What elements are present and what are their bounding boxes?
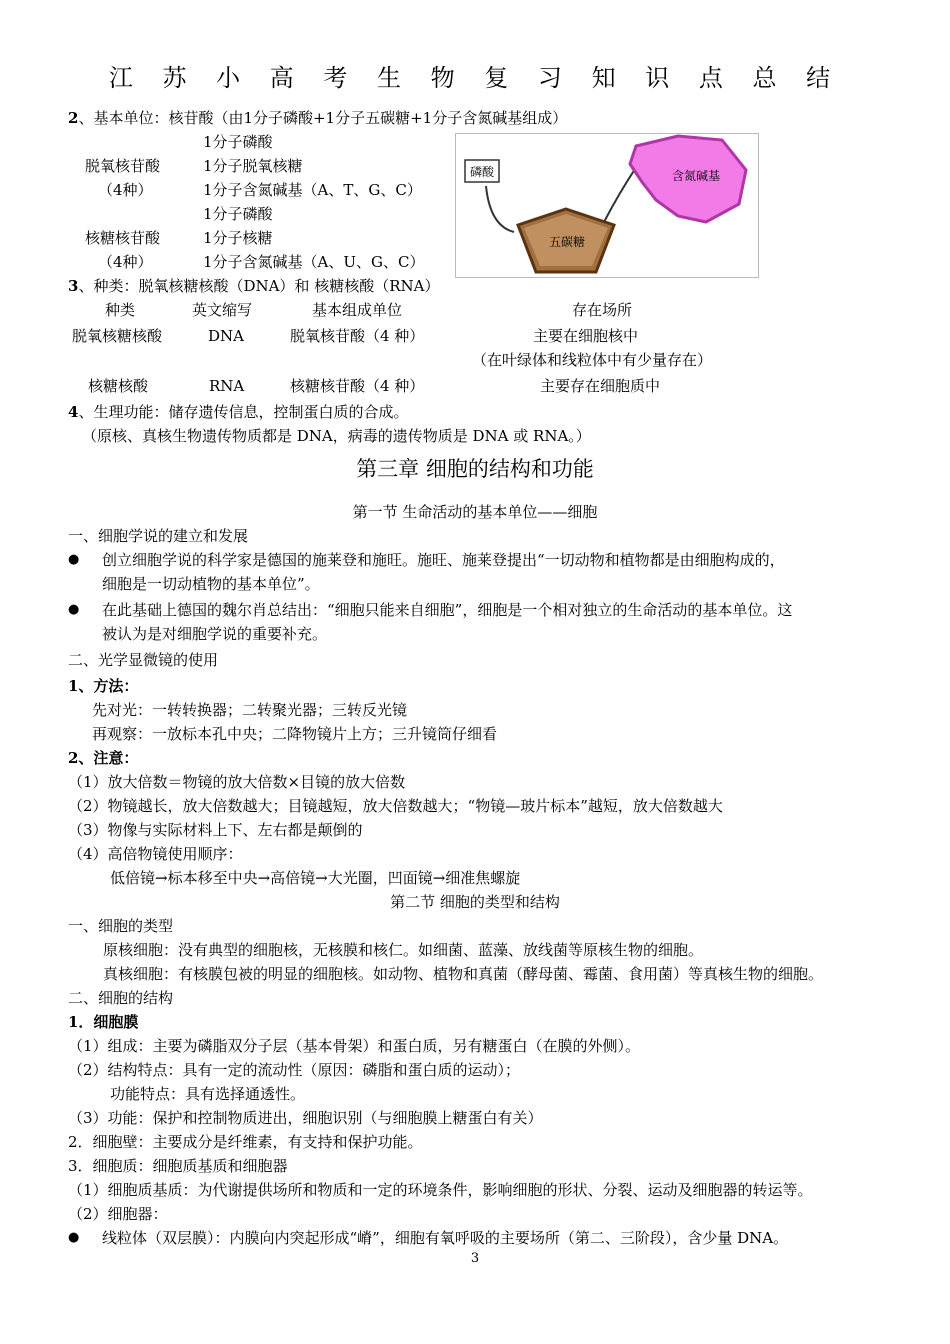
note-3: （3）物像与实际材料上下、左右都是颠倒的 (68, 821, 363, 839)
r-name: 核糖核苷酸 (85, 229, 161, 247)
mitochondria-text: 线粒体（双层膜）：内膜向内突起形成“嵴”，细胞有氧呼吸的主要场所（第二、三阶段），含少量 DNA。 (102, 1229, 789, 1247)
d-count: （4种） (98, 181, 153, 199)
note-1: （1）放大倍数＝物镜的放大倍数×目镜的放大倍数 (68, 773, 406, 791)
cytoplasm-heading: 3．细胞质：细胞质基质和细胞器 (68, 1157, 288, 1175)
section-2-title: 第二节 细胞的类型和结构 (390, 893, 560, 911)
row1-type: 脱氧核糖核酸 (72, 327, 163, 345)
note-4: （4）高倍物镜使用顺序： (68, 845, 243, 863)
document-title: 江 苏 小 高 考 生 物 复 习 知 识 点 总 结 (108, 64, 842, 92)
col-header-abbr: 英文缩写 (192, 301, 253, 319)
heading-cell-types: 一、细胞的类型 (68, 917, 174, 935)
cell-wall-text: 2．细胞壁：主要成分是纤维素，有支持和保护功能。 (68, 1133, 423, 1151)
r-count: （4种） (98, 253, 153, 271)
phosphate-label: 磷酸 (469, 165, 495, 179)
notes-heading: 2、注意： (68, 749, 139, 767)
col-header-unit: 基本组成单位 (312, 301, 403, 319)
heading-microscope: 二、光学显微镜的使用 (68, 651, 219, 669)
membrane-heading: 1．细胞膜 (68, 1013, 139, 1031)
cytosol-text: （1）细胞质基质：为代谢提供场所和物质和一定的环境条件，影响细胞的形状、分裂、运动及细胞器的转运等。 (68, 1181, 813, 1199)
d-phosphate: 1分子磷酸 (203, 133, 273, 151)
bullet-1-line-2: 细胞是一切动植物的基本单位”。 (102, 575, 320, 593)
membrane-function: （3）功能：保护和控制物质进出，细胞识别（与细胞膜上糖蛋白有关） (68, 1109, 543, 1127)
r-base: 1分子含氮碱基（A、U、G、C） (203, 253, 425, 271)
method-heading: 1、方法： (68, 677, 139, 695)
sugar-label: 五碳糖 (548, 235, 586, 249)
row1-location: 主要在细胞核中 (533, 327, 639, 345)
d-name: 脱氧核苷酸 (85, 157, 161, 175)
heading-cell-structure: 二、细胞的结构 (68, 989, 174, 1007)
bullet-2-line-1: 在此基础上德国的魏尔肖总结出：“细胞只能来自细胞”，细胞是一个相对独立的生命活动的基本单位。这 (102, 601, 793, 619)
unit-heading: 2、基本单位：核苷酸（由1分子磷酸+1分子五碳糖+1分子含氮碱基组成） (68, 109, 568, 127)
r-sugar: 1分子核糖 (203, 229, 273, 247)
function-note: （原核、真核生物遗传物质都是 DNA，病毒的遗传物质是 DNA 或 RNA。） (82, 427, 591, 445)
membrane-structure: （2）结构特点：具有一定的流动性（原因：磷脂和蛋白质的运动）； (68, 1061, 521, 1079)
prokaryote-text: 原核细胞：没有典型的细胞核，无核膜和核仁。如细菌、蓝藻、放线菌等原核生物的细胞。 (103, 941, 704, 959)
method-step-a: 先对光：一转转换器；二转聚光器；三转反光镜 (92, 701, 408, 719)
membrane-function-feature: 功能特点：具有选择通透性。 (110, 1085, 306, 1103)
note-4-sequence: 低倍镜→标本移至中央→高倍镜→大光圈，凹面镜→细准焦螺旋 (110, 869, 521, 887)
r-phosphate: 1分子磷酸 (203, 205, 273, 223)
row2-location: 主要存在细胞质中 (540, 377, 661, 395)
row1-abbr: DNA (208, 327, 244, 345)
chapter-title: 第三章 细胞的结构和功能 (356, 457, 594, 481)
section-1-title: 第一节 生命活动的基本单位——细胞 (352, 503, 598, 521)
row2-type: 核糖核酸 (88, 377, 149, 395)
heading-cell-theory: 一、细胞学说的建立和发展 (68, 527, 249, 545)
phosphate-bond-line (486, 186, 514, 232)
row2-abbr: RNA (209, 377, 245, 395)
nucleotide-diagram (455, 133, 759, 278)
row1-unit: 脱氧核苷酸（4 种） (290, 327, 425, 345)
method-step-b: 再观察：一放标本孔中央；二降物镜片上方；三升镜筒仔细看 (92, 725, 498, 743)
base-label: 含氮碱基 (671, 169, 721, 183)
d-base: 1分子含氮碱基（A、T、G、C） (203, 181, 422, 199)
bullet-2-line-2: 被认为是对细胞学说的重要补充。 (102, 625, 328, 643)
bullet-icon: ● (68, 552, 80, 567)
bullet-icon: ● (68, 602, 80, 617)
bullet-icon: ● (68, 1230, 80, 1245)
function-heading: 4、生理功能：储存遗传信息，控制蛋白质的合成。 (68, 403, 409, 421)
nucleotide-diagram-svg (456, 134, 758, 277)
d-sugar: 1分子脱氧核糖 (203, 157, 303, 175)
col-header-type: 种类 (105, 301, 136, 319)
types-heading: 3、种类：脱氧核糖核酸（DNA）和 核糖核酸（RNA） (68, 277, 440, 295)
membrane-composition: （1）组成：主要为磷脂双分子层（基本骨架）和蛋白质，另有糖蛋白（在膜的外侧）。 (68, 1037, 641, 1055)
eukaryote-text: 真核细胞：有核膜包被的明显的细胞核。如动物、植物和真菌（酵母菌、霉菌、食用菌）等真核生物的细胞。 (103, 965, 824, 983)
bullet-1-line-1: 创立细胞学说的科学家是德国的施莱登和施旺。施旺、施莱登提出“一切动物和植物都是由细胞构成的， (102, 551, 785, 569)
row1-note: （在叶绿体和线粒体中有少量存在） (472, 351, 713, 369)
note-2: （2）物镜越长，放大倍数越大；目镜越短，放大倍数越大；“物镜—玻片标本”越短，放大倍数越大 (68, 797, 723, 815)
col-header-location: 存在场所 (572, 301, 633, 319)
row2-unit: 核糖核苷酸（4 种） (290, 377, 425, 395)
organelles-heading: （2）细胞器： (68, 1205, 168, 1223)
page-number: 3 (470, 1251, 480, 1266)
